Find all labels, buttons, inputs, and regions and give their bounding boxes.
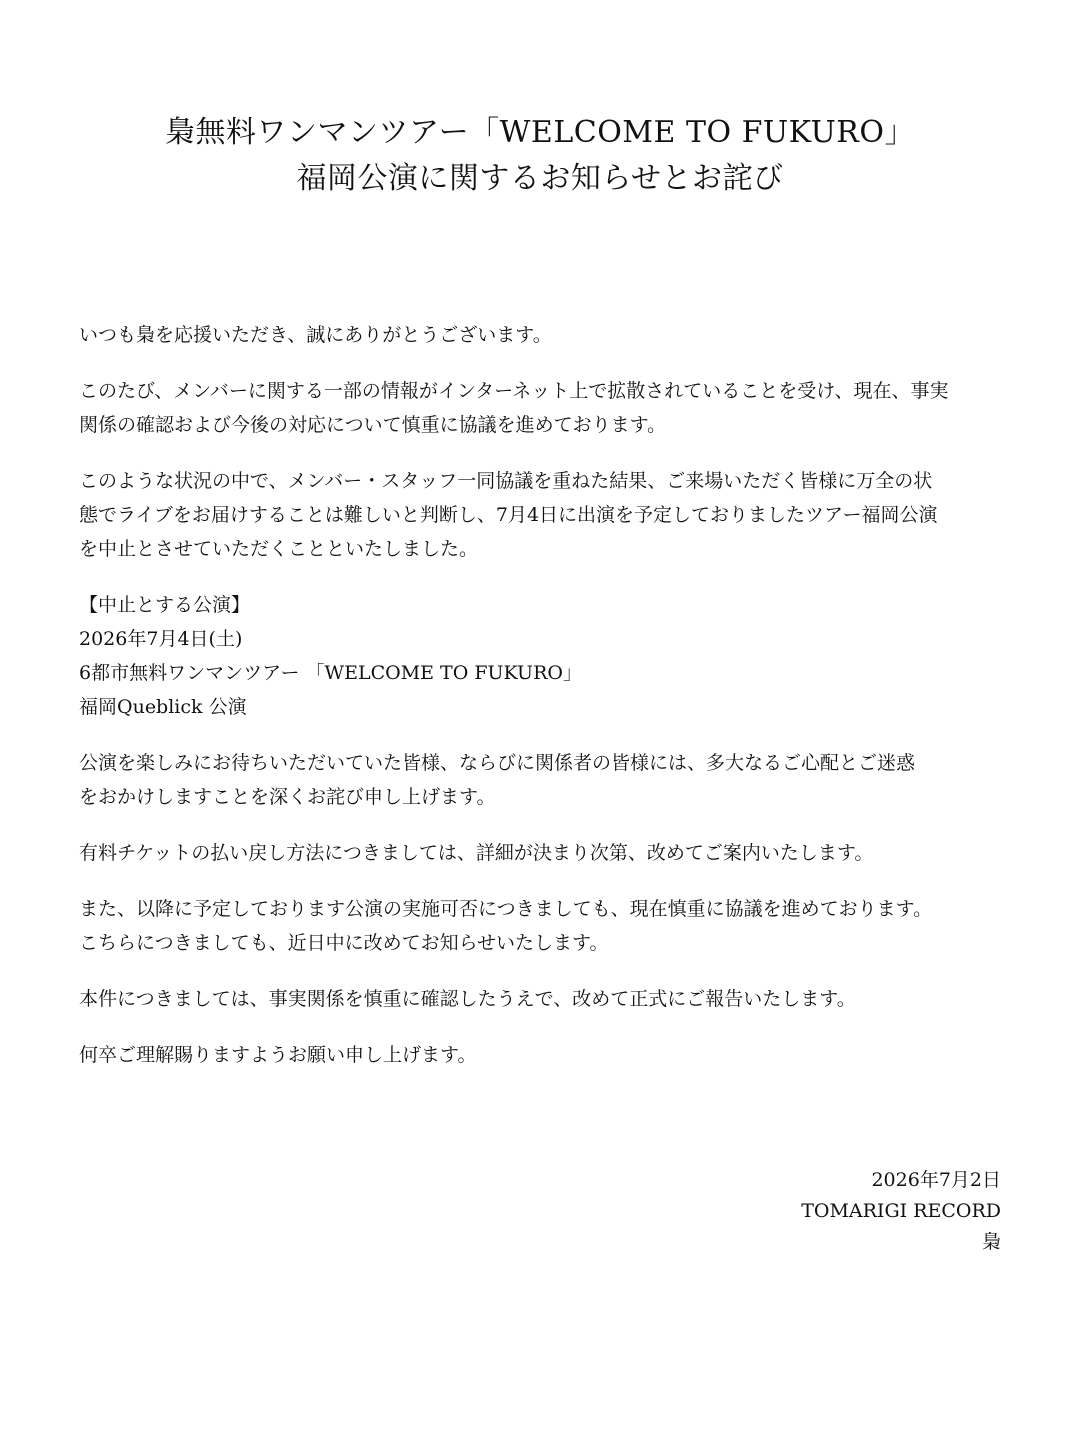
paragraph-refund: [79, 836, 1009, 870]
paragraph-report: [79, 982, 1009, 1016]
paragraph-apology: [79, 746, 1009, 814]
paragraph-situation: [79, 374, 1009, 442]
text-line: をおかけしますことを深くお詫び申し上げます。: [79, 786, 496, 808]
text-line: いつも梟を応援いただき、誠にありがとうございます。: [79, 324, 552, 346]
signature-label: TOMARIGI RECORD: [801, 1200, 1001, 1222]
show-tour-name: 6都市無料ワンマンツアー 「WELCOME TO FUKURO」: [79, 662, 582, 684]
signature-date: 2026年7月2日: [871, 1169, 1001, 1191]
text-line: 公演を楽しみにお待ちいただいていた皆様、ならびに関係者の皆様には、多大なるご心配とご迷惑: [79, 752, 916, 774]
page-title: [0, 110, 1080, 202]
paragraph-cancellation: [79, 464, 1009, 566]
text-line: このたび、メンバーに関する一部の情報がインターネット上で拡散されていることを受け、現在、事実: [79, 380, 949, 402]
text-line: こちらにつきましても、近日中に改めてお知らせいたします。: [79, 932, 609, 954]
paragraph-greeting: [79, 318, 1009, 352]
notice-body: [79, 318, 1009, 1094]
show-date: 2026年7月4日(土): [79, 628, 243, 650]
section-heading: 【中止とする公演】: [79, 594, 251, 616]
paragraph-future-shows: [79, 892, 1009, 960]
text-line: 関係の確認および今後の対応について慎重に協議を進めております。: [79, 414, 667, 436]
text-line: また、以降に予定しております公演の実施可否につきましても、現在慎重に協議を進めております。: [79, 898, 933, 920]
text-line: 有料チケットの払い戻し方法につきましては、詳細が決まり次第、改めてご案内いたします。: [79, 842, 874, 864]
title-line-2: 福岡公演に関するお知らせとお詫び: [296, 161, 784, 196]
text-line: 本件につきましては、事実関係を慎重に確認したうえで、改めて正式にご報告いたします。: [79, 988, 856, 1010]
text-line: を中止とさせていただくことといたしました。: [79, 538, 479, 560]
signature-block: [801, 1165, 1001, 1258]
text-line: このような状況の中で、メンバー・スタッフ一同協議を重ねた結果、ご来場いただく皆様に万全の状: [79, 470, 933, 492]
text-line: 何卒ご理解賜りますようお願い申し上げます。: [79, 1044, 477, 1066]
signature-artist: 梟: [981, 1231, 1001, 1253]
show-venue: 福岡Queblick 公演: [79, 696, 247, 718]
text-line: 態でライブをお届けすることは難しいと判断し、7月4日に出演を予定しておりましたツアー福岡公演: [79, 504, 938, 526]
cancelled-show-details: [79, 588, 1009, 724]
title-line-1: 梟無料ワンマンツアー「WELCOME TO FUKURO」: [164, 115, 915, 150]
paragraph-closing: [79, 1038, 1009, 1072]
